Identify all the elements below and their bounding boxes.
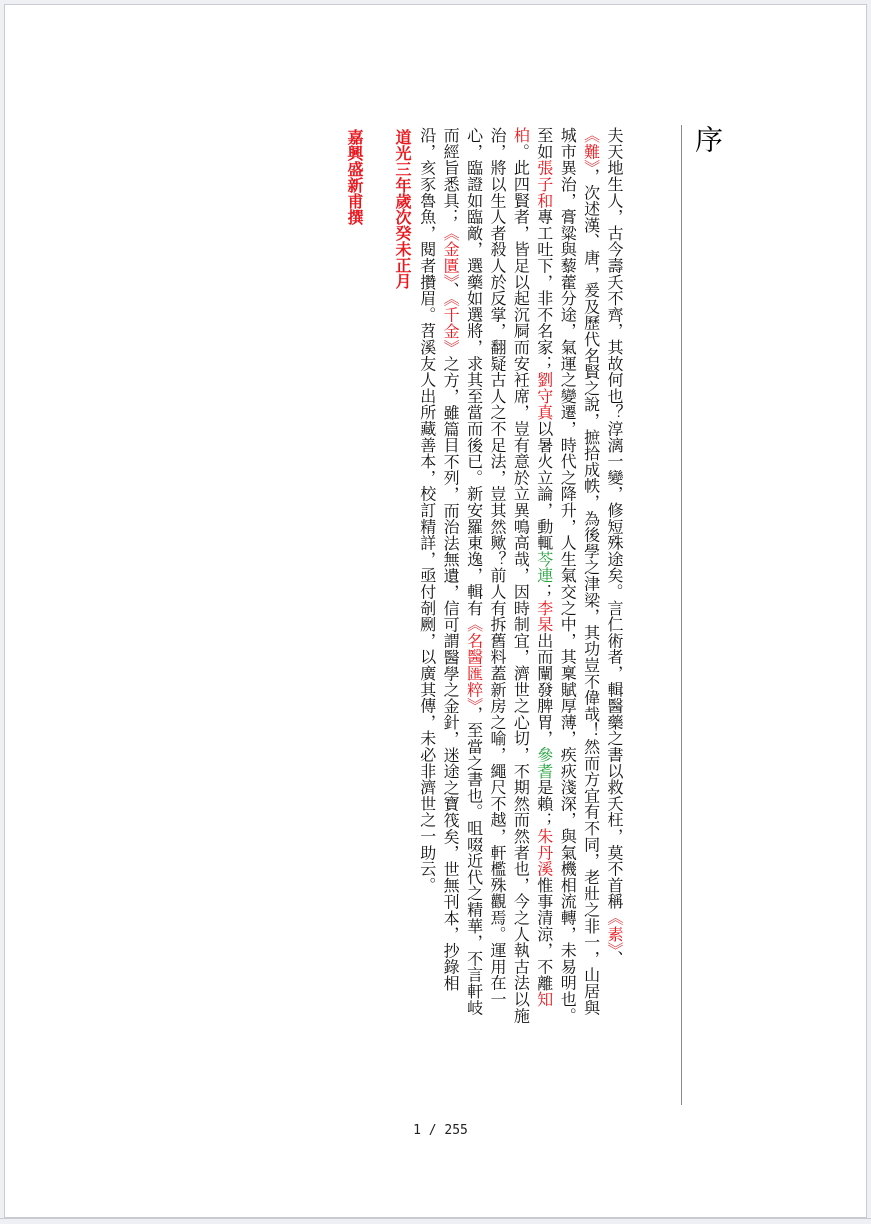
highlighted-name: 《名醫匯粹》 <box>464 616 484 706</box>
text-column <box>462 127 485 1117</box>
section-heading: 序 <box>691 125 724 153</box>
heading-divider <box>681 125 682 1105</box>
highlighted-name: 張子和 <box>534 159 554 209</box>
highlighted-herb: 芩連 <box>534 550 554 584</box>
highlighted-name: 《千金》 <box>441 298 461 356</box>
text-column <box>532 127 555 1117</box>
highlighted-herb: 參耆 <box>534 746 554 780</box>
preface-body <box>415 127 626 1117</box>
text-segment: 夫天地生人，古今壽夭不齊，其故何也？淳漓一變，修短殊途矣。言仁術者，輯醫藥之書以救夭枉，莫不首稱 <box>605 127 624 910</box>
highlighted-name: 《難》 <box>581 127 601 168</box>
text-segment: 而經旨悉具； <box>441 127 461 225</box>
text-segment: ，次述漢、唐，爰及歷代名賢之說，摭拾成帙，為後學之津梁，其功豈不偉哉！然而方宜有不同，老壯之非一，山居與 <box>581 167 601 1016</box>
text-segment: ，至當之書也。咀啜近代之精華，不言軒岐 <box>464 705 484 1016</box>
text-segment: 專工吐下，非不名家； <box>534 208 554 372</box>
text-segment: 城市異治，膏粱與藜藿分途，氣運之變遷，時代之降升，人生氣交之中，其稟賦厚薄，疾疢淺深，與氣機相流轉，未易明也。 <box>558 127 578 1024</box>
date-line: 道光三年歲次癸未正月 <box>393 129 412 289</box>
highlighted-name: 《金匱》 <box>441 224 461 283</box>
text-segment: 之方，雖篇目不列，而治法無遺，信可謂醫學之金針，迷途之寶筏矣，世無刊本，抄錄相 <box>441 355 461 992</box>
highlighted-name: 劉守真 <box>534 371 554 421</box>
highlighted-name: 柏 <box>511 127 531 144</box>
highlighted-name: 《素》 <box>605 909 624 951</box>
author-line: 嘉興盛新甫撰 <box>345 129 364 225</box>
text-column <box>556 127 579 1117</box>
text-column <box>579 127 602 1117</box>
page-indicator: 1 / 255 <box>413 1123 468 1138</box>
page-separator <box>0 1218 871 1219</box>
text-column <box>486 127 509 1117</box>
text-segment: 、 <box>441 282 461 299</box>
text-column <box>439 127 462 1117</box>
document-page <box>4 4 867 1218</box>
highlighted-name: 朱丹溪 <box>534 827 554 877</box>
highlighted-name: 知 <box>534 991 554 1008</box>
highlighted-name: 李杲 <box>534 599 554 633</box>
text-segment: 。此四賢者，皆足以起沉屙而安衽席，豈有意於立異鳴高哉，因時制宜，濟世之心切，不期然而然者也，今之人執古法以施 <box>511 143 531 1024</box>
text-segment: 以暑火立論，動輒 <box>534 420 554 551</box>
text-segment: 治，將以生人者殺人於反掌，翻疑古人之不足法，豈其然歟？前人有拆舊料蓋新房之喻，繩尺不越，軒檻殊觀焉。運用在一 <box>487 127 507 1008</box>
text-segment: 出而闡發脾胃， <box>534 632 554 747</box>
text-column <box>509 127 532 1117</box>
text-segment: 是賴； <box>534 779 554 828</box>
text-segment: 沿，亥豕魯魚，閱者攢眉。苕溪友人出所藏善本，校訂精詳，亟付剞劂，以廣其傳，未必非濟世之一助云。 <box>417 127 437 894</box>
text-column <box>603 127 626 1117</box>
text-segment: 至如 <box>534 127 554 160</box>
text-segment: ； <box>534 583 554 600</box>
text-segment: 惟事清涼，不離 <box>534 876 554 991</box>
text-segment: 心，臨證如臨敵，選藥如選將，求其至當而後已。新安羅東逸，輯有 <box>464 127 484 616</box>
text-segment: 、 <box>605 950 624 967</box>
text-column <box>415 127 438 1117</box>
